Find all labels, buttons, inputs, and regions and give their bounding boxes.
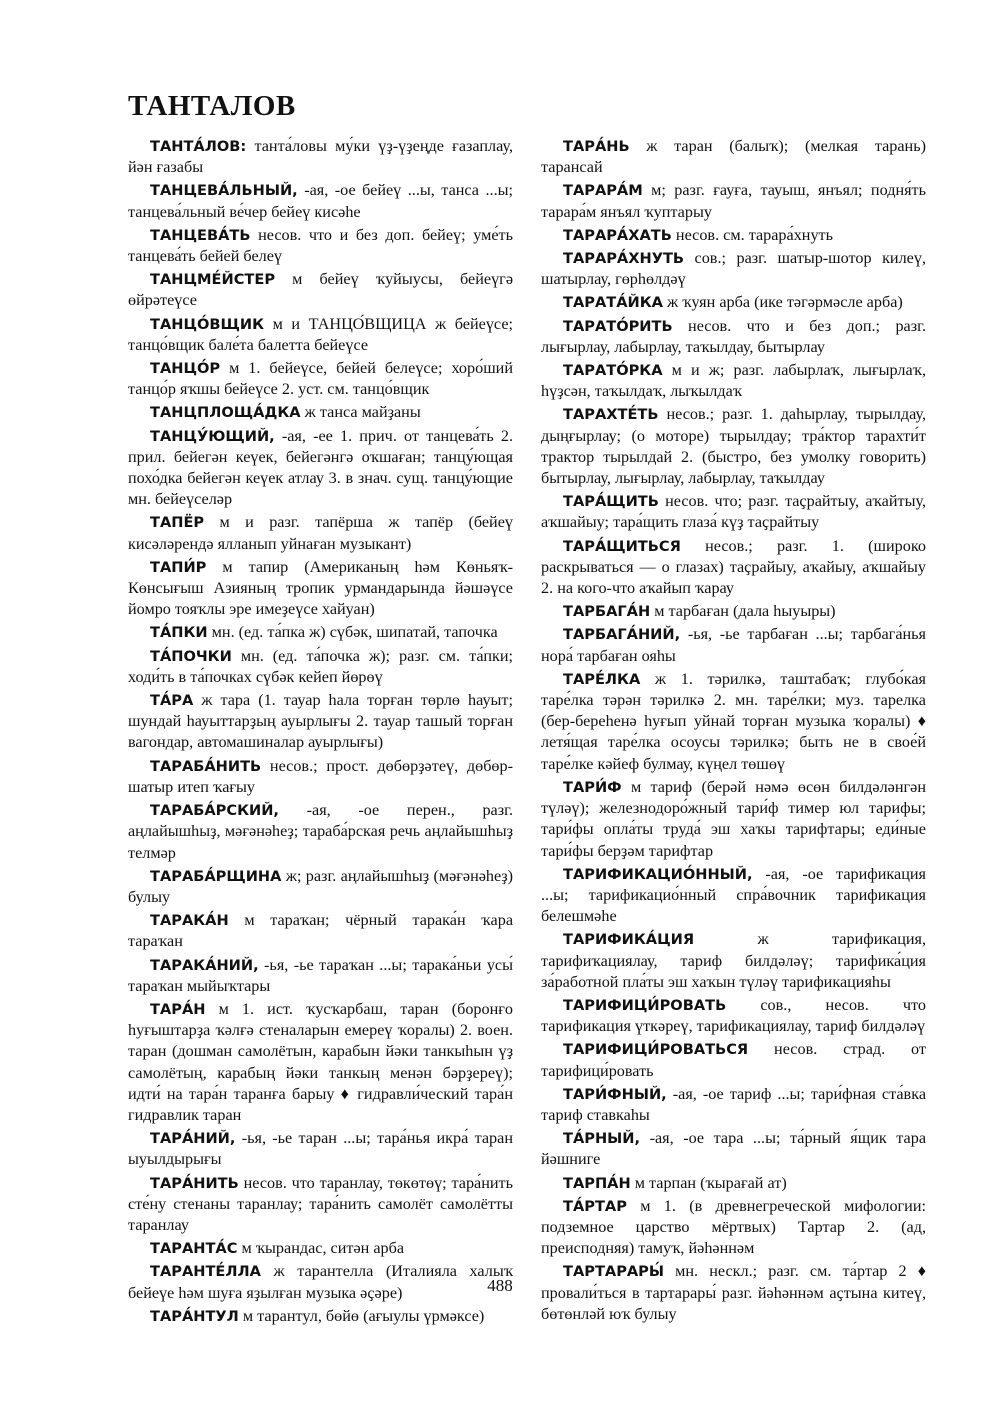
- dictionary-entry: [541, 624, 926, 666]
- entry-headword: ТА́РНЫЙ,: [563, 1130, 641, 1148]
- entry-definition: м ҡырандас, ситән арба: [241, 1239, 405, 1258]
- entry-headword: ТАРАКА́Н: [150, 912, 229, 930]
- entry-definition: -ья, -ье таран ...ы; тара́нья икра́ таран ыуылдырығы: [128, 1129, 514, 1169]
- entry-headword: ТА́РТАР: [563, 1197, 627, 1215]
- entry-definition: м и разг. тапёрша ж тапёр (бейеү кисәләрендә ялланып уйнаған музыкант): [128, 513, 514, 553]
- entry-definition: м и ТАНЦО́ВЩИЦА ж бейеүсе; танцо́вщик бале́та балетта бейеүсе: [128, 314, 514, 354]
- entry-headword: ТА́ПКИ: [150, 624, 208, 642]
- dictionary-entry: [541, 491, 926, 533]
- dictionary-entry: [128, 358, 513, 400]
- entry-headword: ТАРТАРАРЫ́: [563, 1263, 665, 1281]
- entry-definition: м тарбаған (дала һыуыры): [654, 602, 836, 621]
- entry-headword: ТАРАРА́М: [563, 182, 643, 200]
- entry-definition: м тапир (Американың һәм Көньяҡ-Көнсығыш Азияның тропик урмандарында йәшәүсе йомро тояҡлы эре имеҙеүсе хайуан): [128, 557, 513, 619]
- entry-definition: несов.; прост. дөбөрҙәтеү, дөбөр-шатыр итеп ҡағыу: [128, 756, 514, 796]
- dictionary-entry: [541, 292, 926, 313]
- entry-definition: м тарпан (ҡырағай ат): [634, 1173, 787, 1192]
- entry-headword: ТАНЦО́ВЩИК: [150, 315, 265, 333]
- dictionary-entry: [128, 800, 513, 864]
- dictionary-entry: [128, 955, 513, 997]
- dictionary-entry: [128, 1306, 513, 1327]
- entry-headword: ТАРЕ́ЛКА: [563, 670, 641, 688]
- entry-definition: мн. (ед. та́пка ж) сүбәк, шипатай, тапочка: [211, 623, 498, 642]
- dictionary-entry: [128, 225, 513, 267]
- entry-headword: ТАРБАГА́НИЙ,: [563, 626, 681, 644]
- dictionary-entry: [128, 999, 513, 1126]
- entry-headword: ТАПЁР: [150, 514, 205, 532]
- entry-headword: ТАРАНТЕ́ЛЛА: [150, 1263, 261, 1281]
- entry-definition: -ая, -ое тариф ...ы; тари́фная ста́вка тариф ставкаһы: [541, 1084, 926, 1124]
- dictionary-entry: [541, 536, 926, 600]
- dictionary-entry: [541, 1039, 926, 1081]
- entry-definition: сов., несов. что тарификация үткәреү, тарификациялау, тариф билдәләү: [541, 995, 926, 1036]
- entry-headword: ТАРАБА́РСКИЙ,: [150, 802, 279, 820]
- left-column: [128, 136, 513, 1329]
- dictionary-entry: [541, 180, 926, 222]
- dictionary-entry: [128, 269, 513, 311]
- dictionary-entry: [128, 314, 513, 356]
- entry-definition: ж тарификация, тарифиҡациялау, тариф билдәләү; тарифика́ция за́работной пла́ты эш хаҡын түләү тарификацияһы: [541, 930, 927, 991]
- entry-headword: ТАРА́ЩИТЬ: [563, 493, 659, 511]
- right-column: [541, 136, 926, 1327]
- entry-definition: несов. что и без доп. бейеү; уме́ть танцева́ть бейей белеү: [128, 225, 514, 266]
- dictionary-entry: [128, 690, 513, 754]
- entry-definition: м и ж; разг. лабырлаҡ, лығырлаҡ, һүҙсән, таҡылдаҡ, лыҡылдаҡ: [541, 361, 926, 401]
- entry-definition: м; разг. ғауға, тауыш, янъял; подня́ть тарара́м янъял ҡуптарыу: [541, 181, 927, 221]
- entry-headword: ТАРБАГА́Н: [563, 603, 651, 621]
- entry-headword: ТАРИФИЦИ́РОВАТЬСЯ: [563, 1041, 749, 1059]
- entry-definition: -ья, -ье тарбаған ...ы; тарбага́нья нора́ тарбаған ояһы: [541, 625, 926, 665]
- dictionary-entry: [128, 1128, 513, 1170]
- dictionary-entry: [128, 646, 513, 688]
- dictionary-entry: [541, 929, 926, 993]
- entry-definition: ж 1. тәрилкә, таштабаҡ; глубо́кая таре́лка тәрән тәрилкә 2. мн. таре́лки; муз. тарелка (бер-береһенә һуғып уйнай торған музыка ҡоралы) ♦ летя́щая таре́лка осоусы тәрилкә; быть не в свое́й таре́лке кәйеф булмау, күңел төшөү: [541, 669, 926, 773]
- entry-headword: ТАРА́НИТЬ: [150, 1174, 239, 1192]
- entry-headword: ТАНЦЕВА́ЛЬНЫЙ,: [150, 182, 298, 200]
- entry-definition: -ая, -ое перен., разг. аңлайышһыҙ, мәғәнәһеҙ; тараба́рская речь аңлайышһыҙ телмәр: [128, 801, 513, 862]
- dictionary-entry: [128, 910, 513, 952]
- entry-headword: ТАРАКА́НИЙ,: [150, 956, 259, 974]
- dictionary-entry: [128, 866, 513, 908]
- dictionary-entry: [541, 1084, 926, 1126]
- entry-definition: м тараҡан; чёрный тарака́н ҡара тараҡан: [128, 911, 514, 951]
- entry-headword: ТАРАРА́ХНУТЬ: [563, 250, 685, 268]
- entry-headword: ТАРИ́Ф: [563, 778, 622, 796]
- entry-headword: ТАРА́ЩИТЬСЯ: [563, 537, 681, 555]
- dictionary-entry: [128, 402, 513, 423]
- entry-definition: м тарантул, бөйө (ағыулы үрмәксе): [242, 1306, 485, 1325]
- entry-definition: мн. (ед. та́почка ж); разг. см. та́пки; ходи́ть в та́почках сүбәк кейеп йөрөү: [128, 646, 514, 686]
- entry-definition: мн. нескл.; разг. см. та́ртар 2 ♦ провали́ться в тартарары́ разг. йәһәннәм аҫтына китеү, бөтөнләй юҡ булыу: [541, 1262, 927, 1323]
- entry-headword: ТАНЦПЛОЩА́ДКА: [150, 404, 301, 422]
- entry-definition: несов.; разг. 1. даһырлау, тырылдау, дыңғырлау; (о моторе) тырылдау; тра́ктор тарахти́т трактор тырылдай 2. (быстро, без умолку говорить) бытырлау, лығырлау, лабырлау, таҡылдау: [541, 405, 926, 488]
- dictionary-entry: [128, 1173, 513, 1237]
- entry-definition: ж танса майҙаны: [304, 403, 421, 422]
- dictionary-entry: [128, 136, 513, 178]
- entry-headword: ТАРИФИКА́ЦИЯ: [563, 931, 695, 949]
- entry-headword: ТАРАНТА́С: [150, 1240, 238, 1258]
- dictionary-entry: [541, 360, 926, 402]
- entry-definition: ж тарантелла (Италияла халыҡ бейеүе һәм шуға яҙылған музыка әҫәре): [128, 1262, 513, 1302]
- entry-headword: ТАНЦМЕ́ЙСТЕР: [150, 271, 276, 289]
- entry-definition: -ая, -ое бейеү ...ы, танса ...ы; танцева́льный ве́чер бейеү кисәһе: [128, 181, 513, 221]
- entry-definition: -ая, -ее 1. прич. от танцева́ть 2. прил. бейегән кеүек, бейегәнгә оҡшаған; танцу́ющая похо́дка бейегән кеүек атлау 3. в знач. сущ. танцу́ющие мн. бейеүселәр: [128, 426, 514, 509]
- entry-definition: несов. страд. от тарифици́ровать: [541, 1040, 926, 1080]
- entry-headword: ТАРА́НТУЛ: [150, 1307, 239, 1325]
- dictionary-entry: [541, 136, 926, 178]
- entry-definition: -ая, -ое тара ...ы; та́рный я́щик тара йәшниге: [541, 1129, 927, 1169]
- entry-headword: ТАНЦО́Р: [150, 360, 221, 378]
- dictionary-entry: [541, 316, 926, 358]
- entry-definition: м бейеү ҡуйыусы, бейеүгә өйрәтеүсе: [128, 270, 514, 310]
- dictionary-entry: [541, 225, 926, 246]
- entry-definition: ж ҡуян арба (ике тәгәрмәсле арба): [666, 293, 903, 312]
- dictionary-entry: [541, 404, 926, 489]
- entry-headword: ТАРПА́Н: [563, 1174, 631, 1192]
- entry-definition: несов. см. тарара́хнуть: [675, 225, 834, 244]
- entry-headword: ТАНТА́ЛОВ:: [150, 138, 247, 155]
- entry-definition: ж таран (балыҡ); (мелкая тарань) тарансай: [541, 137, 926, 177]
- entry-definition: м 1. бейеүсе, бейей белеүсе; хоро́ший танцо́р яҡшы бейеүсе 2. уст. см. танцо́вщик: [128, 359, 514, 399]
- running-head: ТАНТАЛОВ: [128, 90, 296, 122]
- entry-definition: сов.; разг. шатыр-шотор килеү, шатырлау, гөрһөлдәү: [541, 249, 926, 289]
- entry-headword: ТАРАБА́РЩИНА: [150, 867, 282, 885]
- dictionary-entry: [541, 995, 926, 1037]
- dictionary-entry: [541, 1173, 926, 1194]
- dictionary-entry: [541, 248, 926, 290]
- entry-definition: -ая, -ое тарификация ...ы; тарификацио́нный спра́вочник тарификация белешмәһе: [541, 864, 926, 926]
- entry-headword: ТАРИ́ФНЫЙ,: [563, 1085, 667, 1103]
- entry-headword: ТАРАТО́РКА: [563, 362, 663, 380]
- entry-headword: ТАРИФИЦИ́РОВАТЬ: [563, 996, 727, 1014]
- entry-definition: несов. что и без доп.; разг. лығырлау, лабырлау, таҡылдау, бытырлау: [541, 316, 926, 356]
- entry-headword: ТАНЦУ́ЮЩИЙ,: [150, 427, 275, 445]
- entry-definition: танта́ловы му́ки үҙ-үҙеңде ғазаплау, йән ғазабы: [128, 137, 513, 177]
- entry-headword: ТАРАХТЕ́ТЬ: [563, 406, 659, 424]
- entry-headword: ТАРАТО́РИТЬ: [563, 317, 673, 335]
- dictionary-entry: [128, 512, 513, 554]
- entry-headword: ТАРАРА́ХАТЬ: [563, 226, 672, 244]
- entry-headword: ТАНЦЕВА́ТЬ: [150, 226, 251, 244]
- dictionary-entry: [541, 601, 926, 622]
- dictionary-entry: [128, 1238, 513, 1259]
- dictionary-entry: [541, 864, 926, 928]
- entry-definition: несов. что таранлау, төкөтөү; тара́нить сте́ну стенаны таранлау; тара́нить самолёт самолётты таранлау: [128, 1173, 514, 1234]
- dictionary-entry: [541, 1196, 926, 1260]
- dictionary-entry: [541, 669, 926, 775]
- entry-headword: ТАРИФИКАЦИО́ННЫЙ,: [563, 865, 753, 883]
- entry-headword: ТА́РА: [150, 692, 194, 710]
- entry-headword: ТАРА́НЬ: [563, 138, 630, 155]
- entry-headword: ТАРАБА́НИТЬ: [150, 757, 262, 775]
- entry-headword: ТА́ПОЧКИ: [150, 647, 232, 665]
- dictionary-entry: [128, 557, 513, 621]
- entry-definition: ж тара (1. тауар һала торған төрлө һауыт; шундай һауыттарҙың ауырлығы 2. тауар ташый торған вагондар, автомашиналар ауырлығы): [128, 691, 513, 752]
- dictionary-entry: [541, 777, 926, 862]
- entry-definition: -ья, -ье тараҡан ...ы; тарака́ньи усы́ тараҡан мыйыҡтары: [128, 955, 513, 995]
- entry-definition: несов. что; разг. таҫрайтыу, аҡайтыу, аҡшайыу; тара́щить глаза́ күҙ таҫрайтыу: [541, 492, 926, 532]
- entry-headword: ТАРА́НИЙ,: [150, 1130, 236, 1148]
- dictionary-entry: [128, 426, 513, 511]
- entry-definition: несов.; разг. 1. (широко раскрываться — о глазах) таҫрайыу, аҡайыу, аҡшайыу 2. на кого-что аҡайып ҡарау: [541, 536, 926, 598]
- entry-definition: ж; разг. аңлайышһыҙ (мәғәнәһеҙ) булыу: [128, 866, 513, 906]
- entry-definition: м 1. ист. ҡусҡарбаш, таран (боронғо һуғыштарҙа ҡәлғә стеналарын емереү ҡоралы) 2. воен. таран (дошман самолётын, карабын йәки танкыһын үҙ самолётың, карабың йәки танкың менән бәрҙереү); идти́ на тара́н таранға барыу ♦ гидравли́ческий тара́н гидравлик таран: [128, 999, 513, 1124]
- entry-headword: ТАРАТА́ЙКА: [563, 294, 663, 312]
- dictionary-entry: [128, 180, 513, 222]
- entry-headword: ТАРА́Н: [150, 1000, 206, 1018]
- dictionary-entry: [128, 756, 513, 798]
- entry-definition: м 1. (в древнегреческой мифологии: подземное царство мёртвых) Тартар 2. (ад, преисподняя) тамуҡ, йәһәннәм: [541, 1196, 927, 1258]
- entry-definition: м тариф (берәй нәмә өсөн билдәләнгән түләү); железнодоро́жный тари́ф тимер юл тарифы; тари́фы опла́ты труда́ эш хаҡы тарифтары; еди́ные тари́фы берҙәм тарифтар: [541, 777, 927, 860]
- dictionary-entry: [541, 1128, 926, 1170]
- entry-headword: ТАПИ́Р: [150, 558, 207, 576]
- dictionary-entry: [128, 622, 513, 643]
- page-number: 488: [487, 1276, 513, 1295]
